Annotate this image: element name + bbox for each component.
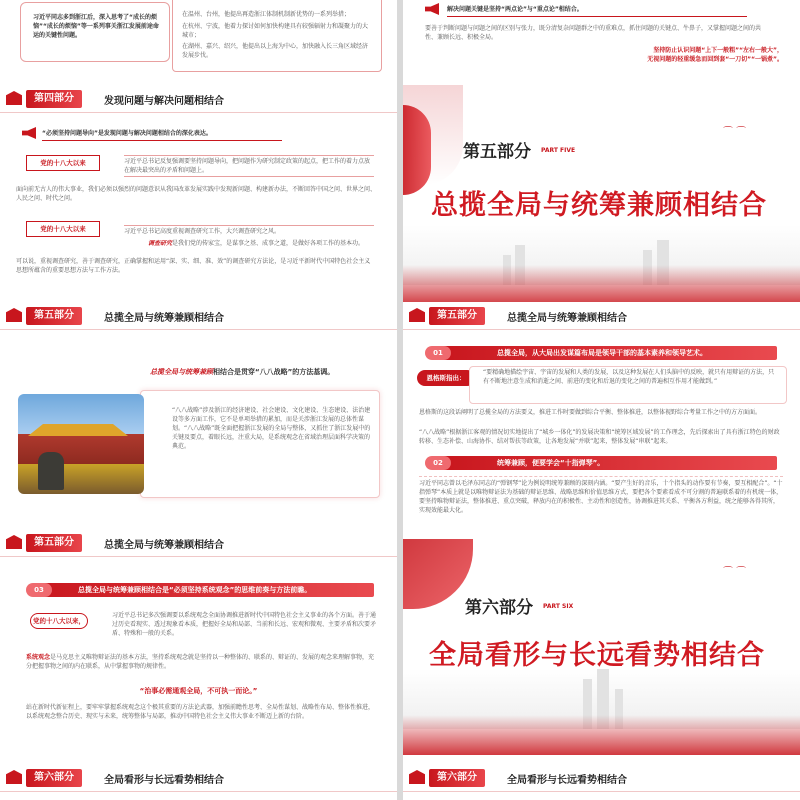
part-label: 第五部分 — [463, 142, 531, 162]
point-num-1: 01 — [425, 346, 451, 360]
slide-1 — [0, 0, 397, 85]
part-label: 第六部分 — [465, 598, 533, 618]
slide-10 — [403, 756, 800, 800]
point-bar-3: 总揽全局与统筹兼顾相结合是“必须坚持系统观念”的思维前奏与方法前瞻。 — [34, 583, 374, 597]
home-icon — [6, 535, 22, 549]
part-tag: 第六部分 — [429, 769, 485, 787]
slide-title: 发现问题与解决问题相结合 — [104, 96, 224, 107]
slide-header — [0, 529, 397, 557]
slide-title: 总揽全局与统筹兼顾相结合 — [507, 313, 627, 324]
bird-icon: ⌒ ⌒ — [723, 127, 747, 138]
slide-9 — [0, 756, 397, 800]
slide-4-cover — [403, 85, 800, 302]
label-1: 党的十八大以来 — [26, 155, 100, 171]
engels-label: 恩格斯指出： — [417, 370, 475, 386]
s7-bullet-1 — [26, 653, 376, 671]
engels-quote: “要精确地描绘宇宙、宇宙的发展和人类的发展，以及这种发展在人们头脑中的反映，就只有用辩证的方法，只有不断地注意生成和消逝之间、前进的变化和后退的变化之间的普遍相互作用才能做到。” — [483, 369, 775, 385]
home-icon — [409, 770, 425, 784]
s2-red-1: 坚持防止认识问题“上下一般粗”“左右一般大”， — [653, 47, 783, 54]
bullet-2: 在杭州、宁波，他着力探讨如何加快构建具有较强辐射力和凝聚力的大城市； — [182, 23, 369, 39]
part-tag: 第五部分 — [26, 307, 82, 325]
point-bar-1: 总揽全局，从大局出发谋篇布局是领导干部的基本素养和领导艺术。 — [437, 346, 777, 360]
bullet-1: 在温州、台州，他提出再造浙江体制机制新优势的一系列举措； — [182, 11, 351, 18]
home-icon — [6, 91, 22, 105]
slide-5 — [0, 302, 397, 529]
s3-bullet-1: 面向前无古人的伟大事业，我们必须以强烈的问题意识从我国改革发展实践中发现新问题、构建新办法，不断回答中国之问、世界之问、人民之问、时代之问。 — [16, 186, 377, 202]
research-bold: 调查研究 — [148, 240, 173, 247]
cover-title: 总揽全局与统筹兼顾相结合 — [431, 190, 767, 221]
lion-statue — [38, 452, 64, 490]
s7-bullet-2: 站在新时代新征程上，要牢牢掌握系统观念这个极其重要的方法论武器，加强前瞻性思考、全局性谋划、战略性布局、整体性推进，以系统观念整合历史、现实与未来，统筹整体与局部，推动中国特色社会主义伟大事业不断迈上新的台阶。 — [26, 704, 375, 720]
slide-header — [0, 764, 397, 792]
slide-title: 总揽全局与统筹兼顾相结合 — [104, 313, 224, 324]
slide-title: 全局看形与长远看势相结合 — [507, 775, 627, 786]
system-concept-rest: 是马克思主义唯物辩证法的基本方法，坚持系统观念就是坚持以一种整体的、联系的、辩证的、发展的观念来理解事物，充分把握事物之间的内在联系，从中掌握事物的规律性。 — [26, 654, 375, 670]
red-ribbon — [403, 265, 800, 302]
slide-3 — [0, 85, 397, 302]
point-num-3: 03 — [26, 583, 52, 597]
label-18th: 党的十八大以来， — [30, 613, 88, 629]
slide-2 — [403, 0, 800, 85]
s3-text-2: 习近平总书记高度重视调查研究工作，大兴调查研究之风。 — [124, 225, 374, 236]
home-icon — [409, 308, 425, 322]
s2-red-2: 无视问题的轻重缓急而回到套“一刀切”“一锅煮”。 — [647, 56, 783, 63]
part-en: PART FIVE — [541, 147, 576, 154]
cover-title: 全局看形与长远看势相结合 — [429, 640, 765, 671]
point-bar-2: 统筹兼顾，便要学会“十指弹琴”。 — [437, 456, 777, 470]
slide-6 — [403, 302, 800, 529]
s7-text: 习近平总书记多次强调要以系统观念全面协调推进新时代中国特色社会主义事业的各个方面。善于通过历史看现实、透过现象看本质，把握好全局和局部、当前和长远、宏观和微观、主要矛盾和次要矛盾、特殊和一般的关系。 — [112, 612, 377, 637]
s2-para: 要善于判断问题与问题之间的区别与张力，既分清复杂问题群之中的重难点，抓住问题的关键点、牛鼻子，又掌握问题之间的共性、兼顾长远、积极全局。 — [425, 25, 762, 41]
home-icon — [6, 308, 22, 322]
red-ribbon-top — [403, 539, 473, 609]
speaker-icon — [22, 127, 36, 139]
s7-quote: “治事必需通观全局，不可执一而论。” — [139, 687, 258, 695]
heading-rest: 相结合是贯穿“八八战略”的方法基调。 — [213, 368, 335, 376]
part-tag: 第四部分 — [26, 90, 82, 108]
s3-text-1: 习近平总书记反复强调要坚持问题导向，把问题作为研究制定政策的起点，把工作的着力点放在解决最突出的矛盾和问题上。 — [124, 155, 374, 177]
s6-bullet-2: “八八战略”根据浙江客观的情况切实地提出了“城乡一体化”的发展决策和“统筹区域发展”的工作理念，先后探索出了具有浙江特色的财政转移、生态补偿、山海协作、结对帮扶等政策，让各地发展“并联”起来，整体发展“串联”起来。 — [419, 429, 780, 445]
s3-heading: “必须坚持问题导向”是发现问题与解决问题相结合的深化表达。 — [42, 129, 282, 141]
slide-8-cover — [403, 529, 800, 756]
part-en: PART SIX — [543, 603, 574, 610]
red-ribbon-top — [403, 105, 431, 195]
s3-research-line — [148, 239, 378, 248]
bullet-3: 在湖州、嘉兴、绍兴，他提出以上海为中心，加快融入长三角区域经济发展步伐。 — [182, 43, 369, 59]
heading-red: 总揽全局与统筹兼顾 — [150, 368, 213, 376]
slide-title: 总揽全局与统筹兼顾相结合 — [104, 540, 224, 551]
part-tag: 第五部分 — [429, 307, 485, 325]
speaker-icon — [425, 3, 439, 15]
s3-bullet-2: 可以说，重视调查研究，善于调查研究，正确掌握和运用“深、实、细、准、效”的调查研究方法论，是习近平新时代中国特色社会主义思想所蕴含的重要思想方法与工作方法。 — [16, 258, 371, 274]
slide-header — [0, 85, 397, 113]
slide-header — [0, 302, 397, 330]
red-ribbon — [403, 715, 800, 755]
bird-icon: ⌒ ⌒ — [723, 567, 747, 578]
box-text: 习近平同志多到浙江后，深入思考了“成长的烦恼”“成长的烦恼”等一系列事关浙江发展前途命运的关键性问题。 — [33, 14, 159, 39]
quote-box — [20, 2, 170, 62]
s5-heading — [150, 368, 390, 377]
forbidden-city-image — [18, 394, 144, 494]
s6-bullet-1: 恩格斯的这段话阐明了总揽全局的方法要义，推进工作时要做到综合平衡、整体推进，以整体视野综合考量工作之中的方方面面。 — [419, 409, 762, 416]
s6-bullet-3: 习近平同志曾以毛泽东同志的“弹钢琴”论为例说明统筹兼顾的深刻内涵。“要产生好的音乐，十个指头的动作要有节奏，要互相配合”。“十指弹琴”本质上就是以唯物辩证法为基础的辩证思维、战略思维和价值思维方式，要把各个要素看成不可分割的普遍联系着的有机统一体，要坚持唯物辩证法，整体推进、重点突破，释放内在的积极性、主动性和创造性，协调推进其关系、平衡各方利益，统之能够各得其所，实现效能最大化。 — [419, 476, 783, 515]
part-tag: 第六部分 — [26, 769, 82, 787]
s2-heading: 解决问题关键是坚持“两点论”与“重点论”相结合。 — [447, 5, 747, 17]
s5-para: “八八战略”涉及浙江的经济建设、社会建设、文化建设、生态建设、法治建设等多方面工作，它不是单项举措的累加，而是关涉浙江发展的总体性谋划。“八八战略”既全面把握浙江发展的全局与整体，又抓住了浙江发展中的关键及要点，着眼长远，注重大局，是系统观念在省域治理层面科学决策的典范。 — [172, 407, 371, 450]
roof — [28, 424, 128, 436]
point-num-2: 02 — [425, 456, 451, 470]
system-concept: 系统观念 — [26, 654, 51, 661]
part-tag: 第五部分 — [26, 534, 82, 552]
home-icon — [6, 770, 22, 784]
slide-7 — [0, 529, 397, 756]
slide-title: 全局看形与长远看势相结合 — [104, 775, 224, 786]
research-rest: 是我们党的传家宝，是谋事之基、成事之道，是做好各项工作的基本功。 — [172, 240, 365, 247]
slide-header — [403, 302, 800, 330]
label-2: 党的十八大以来 — [26, 221, 100, 237]
slide-header — [403, 764, 800, 792]
